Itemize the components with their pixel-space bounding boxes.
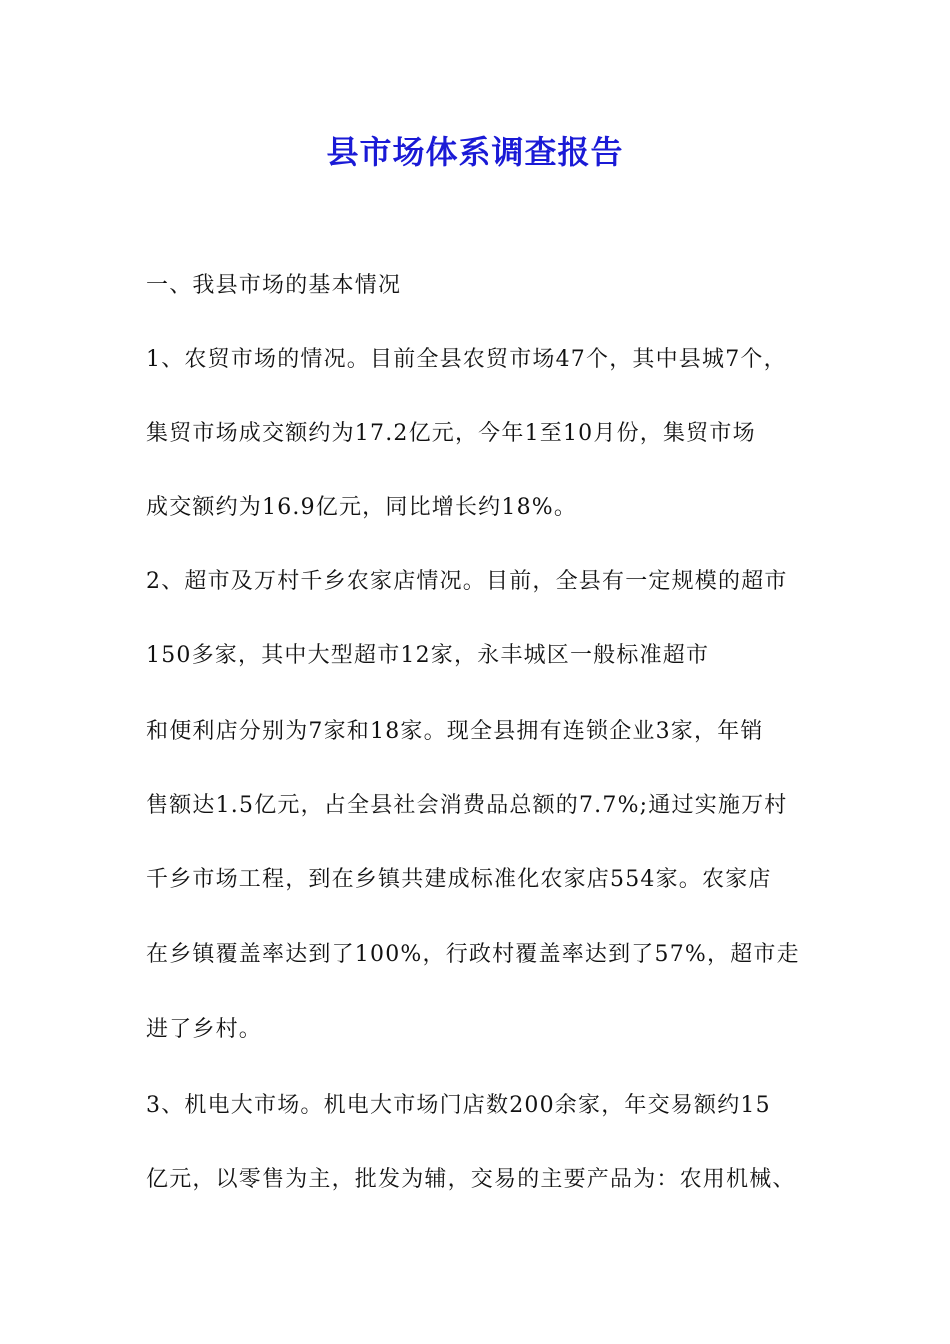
paragraph-line: 3、机电大市场。机电大市场门店数200余家，年交易额约15 <box>146 1093 771 1118</box>
document-title: 县市场体系调查报告 <box>326 133 624 171</box>
paragraph-line: 千乡市场工程，到在乡镇共建成标准化农家店554家。农家店 <box>146 867 772 892</box>
paragraph-line: 进了乡村。 <box>146 1017 263 1042</box>
paragraph-line: 在乡镇覆盖率达到了100%，行政村覆盖率达到了57%，超市走 <box>146 942 800 967</box>
paragraph-line: 亿元，以零售为主，批发为辅，交易的主要产品为：农用机械、 <box>146 1167 796 1192</box>
paragraph-line: 集贸市场成交额约为17.2亿元，今年1至10月份，集贸市场 <box>146 421 756 446</box>
paragraph-line: 150多家，其中大型超市12家，永丰城区一般标准超市 <box>146 643 710 668</box>
paragraph-line: 1、农贸市场的情况。目前全县农贸市场47个，其中县城7个， <box>146 347 787 372</box>
paragraph-line: 2、超市及万村千乡农家店情况。目前，全县有一定规模的超市 <box>146 569 788 594</box>
paragraph-line: 成交额约为16.9亿元，同比增长约18%。 <box>146 495 578 520</box>
paragraph-line: 售额达1.5亿元，占全县社会消费品总额的7.7%;通过实施万村 <box>146 793 788 818</box>
section-heading: 一、我县市场的基本情况 <box>146 273 402 298</box>
paragraph-line: 和便利店分别为7家和18家。现全县拥有连锁企业3家，年销 <box>146 719 764 744</box>
